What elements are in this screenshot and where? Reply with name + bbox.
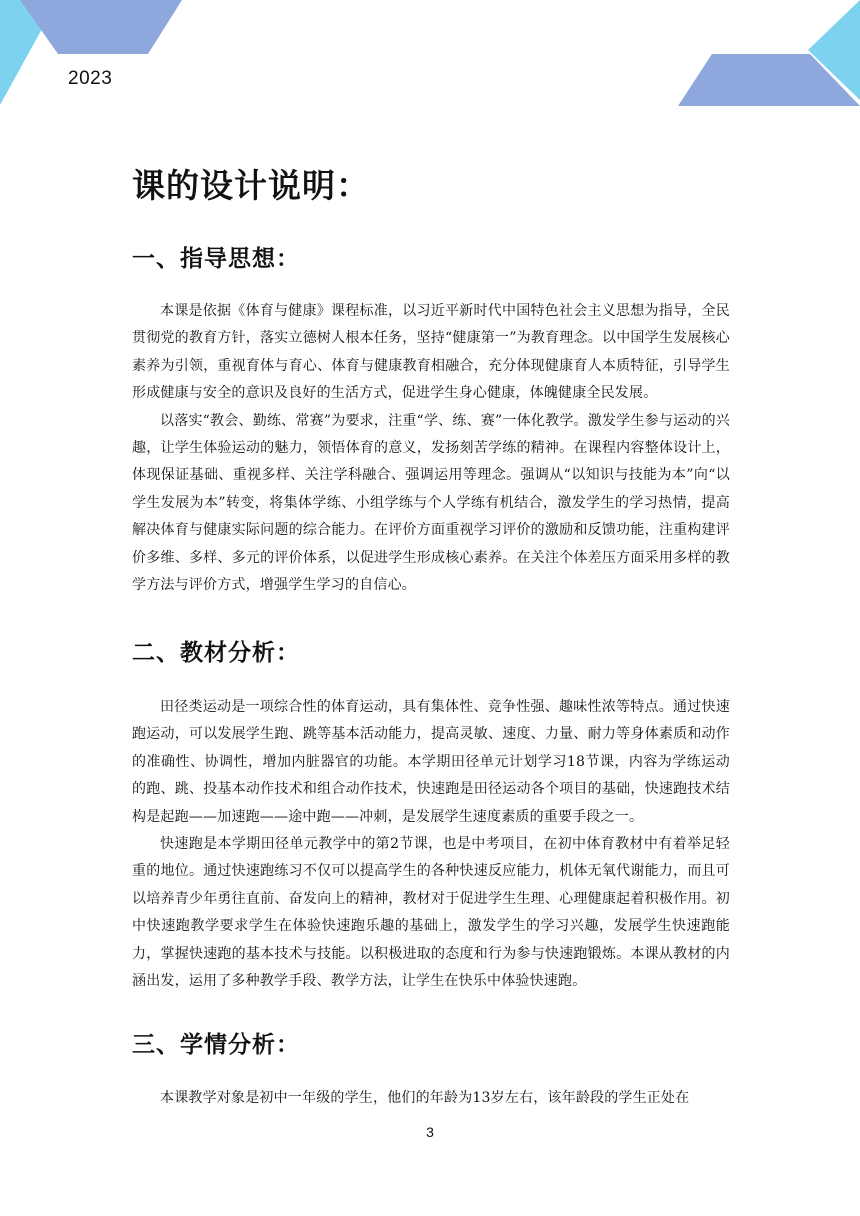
section-body-guiding-thought bbox=[132, 298, 730, 599]
decor-trapezoid-top-left bbox=[20, 0, 182, 54]
section-heading-student-analysis: 三、学情分析： bbox=[132, 1032, 300, 1058]
paragraph: 以落实“教会、勤练、常赛”为要求，注重“学、练、赛”一体化教学。激发学生参与运动的兴趣，让学生体验运动的魅力，领悟体育的意义，发扬刻苦学练的精神。在课程内容整体设计上，体现保证基础、重视多样、关注学科融合、强调运用等理念。强调从“以知识与技能为本”向“以学生发展为本”转变，将集体学练、小组学练与个人学练有机结合，激发学生的学习热情，提高解决体育与健康实际问题的综合能力。在评价方面重视学习评价的激励和反馈功能，注重构建评价多维、多样、多元的评价体系，以促进学生形成核心素养。在关注个体差压方面采用多样的教学方法与评价方式，增强学生学习的自信心。 bbox=[132, 412, 730, 594]
paragraph: 本课教学对象是初中一年级的学生，他们的年龄为13岁左右，该年龄段的学生正处在 bbox=[160, 1090, 690, 1106]
section-heading-textbook-analysis: 二、教材分析： bbox=[132, 640, 300, 666]
page-title: 课的设计说明： bbox=[132, 166, 370, 205]
page-number: 3 bbox=[426, 1124, 434, 1140]
paragraph: 快速跑是本学期田径单元教学中的第2节课，也是中考项目，在初中体育教材中有着举足轻重的地位。通过快速跑练习不仅可以提高学生的各种快速反应能力，机体无氧代谢能力，而且可以培养青少年勇往直前、奋发向上的精神，教材对于促进学生生理、心理健康起着积极作用。初中快速跑教学要求学生在体验快速跑乐趣的基础上，激发学生的学习兴趣，发展学生快速跑能力，掌握快速跑的基本技术与技能。以积极进取的态度和行为参与快速跑锻炼。本课从教材的内涵出发，运用了多种教学手段、教学方法，让学生在快乐中体验快速跑。 bbox=[132, 836, 730, 990]
paragraph: 本课是依据《体育与健康》课程标准，以习近平新时代中国特色社会主义思想为指导，全民贯彻党的教育方针，落实立德树人根本任务，坚持“健康第一”为教育理念。以中国学生发展核心素养为引领，重视育体与育心、体育与健康教育相融合，充分体现健康育人本质特征，引导学生形成健康与安全的意识及良好的生活方式，促进学生身心健康，体魄健康全民发展。 bbox=[132, 303, 730, 402]
header-year: 2023 bbox=[68, 68, 113, 89]
header-decoration bbox=[0, 0, 860, 130]
section-heading-guiding-thought: 一、指导思想： bbox=[132, 246, 300, 272]
paragraph: 田径类运动是一项综合性的体育运动，具有集体性、竞争性强、趣味性浓等特点。通过快速跑运动，可以发展学生跑、跳等基本活动能力，提高灵敏、速度、力量、耐力等身体素质和动作的准确性、协调性，增加内脏器官的功能。本学期田径单元计划学习18节课，内容为学练运动的跑、跳、投基本动作技术和组合动作技术，快速跑是田径运动各个项目的基础，快速跑技术结构是起跑——加速跑——途中跑——冲刺，是发展学生速度素质的重要手段之一。 bbox=[132, 699, 730, 825]
section-body-textbook-analysis bbox=[132, 694, 730, 995]
section-body-student-analysis bbox=[132, 1085, 730, 1112]
